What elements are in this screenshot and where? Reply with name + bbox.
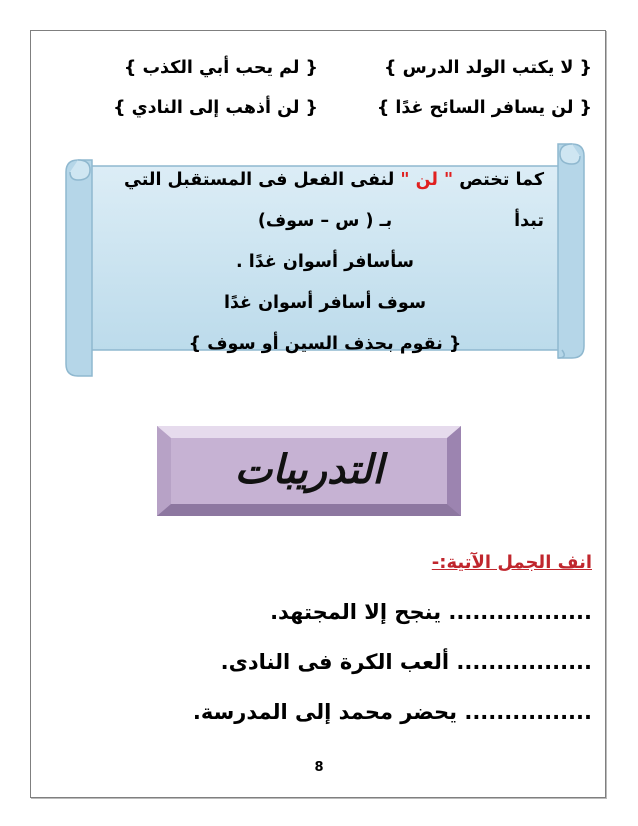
instruction-heading: انف الجمل الآتية:- bbox=[431, 552, 592, 573]
note-line-2: بـ ( س – سوف) bbox=[257, 211, 393, 231]
exercise-line: .................. ينجح إلا المجتهد. bbox=[270, 600, 592, 624]
exercise-line: ................ يحضر محمد إلى المدرسة. bbox=[192, 700, 592, 724]
example-sentence: { لن أذهب إلى النادي } bbox=[113, 98, 318, 118]
page-number: 8 bbox=[314, 760, 324, 775]
example-sentence: { لن يسافر السائح غدًا } bbox=[376, 98, 592, 118]
section-title: التدريبات bbox=[234, 446, 384, 493]
scroll-note-text bbox=[100, 160, 550, 365]
note-line-5: { نقوم بحذف السين أو سوف } bbox=[188, 334, 462, 354]
note-line-1: كما تختص " لن " لنفى الفعل فى المستقبل التي تبدأ bbox=[124, 170, 544, 231]
example-sentence: { لم يحب أبي الكذب } bbox=[123, 58, 318, 78]
example-sentence: { لا يكتب الولد الدرس } bbox=[384, 58, 592, 78]
note-line-3: سأسافر أسوان غدًا . bbox=[235, 252, 414, 272]
note-line-4: سوف أسافر أسوان غدًا bbox=[223, 293, 427, 313]
exercise-line: ................. ألعب الكرة فى النادى. bbox=[220, 650, 592, 674]
highlight-lan: " لن " bbox=[400, 170, 454, 190]
